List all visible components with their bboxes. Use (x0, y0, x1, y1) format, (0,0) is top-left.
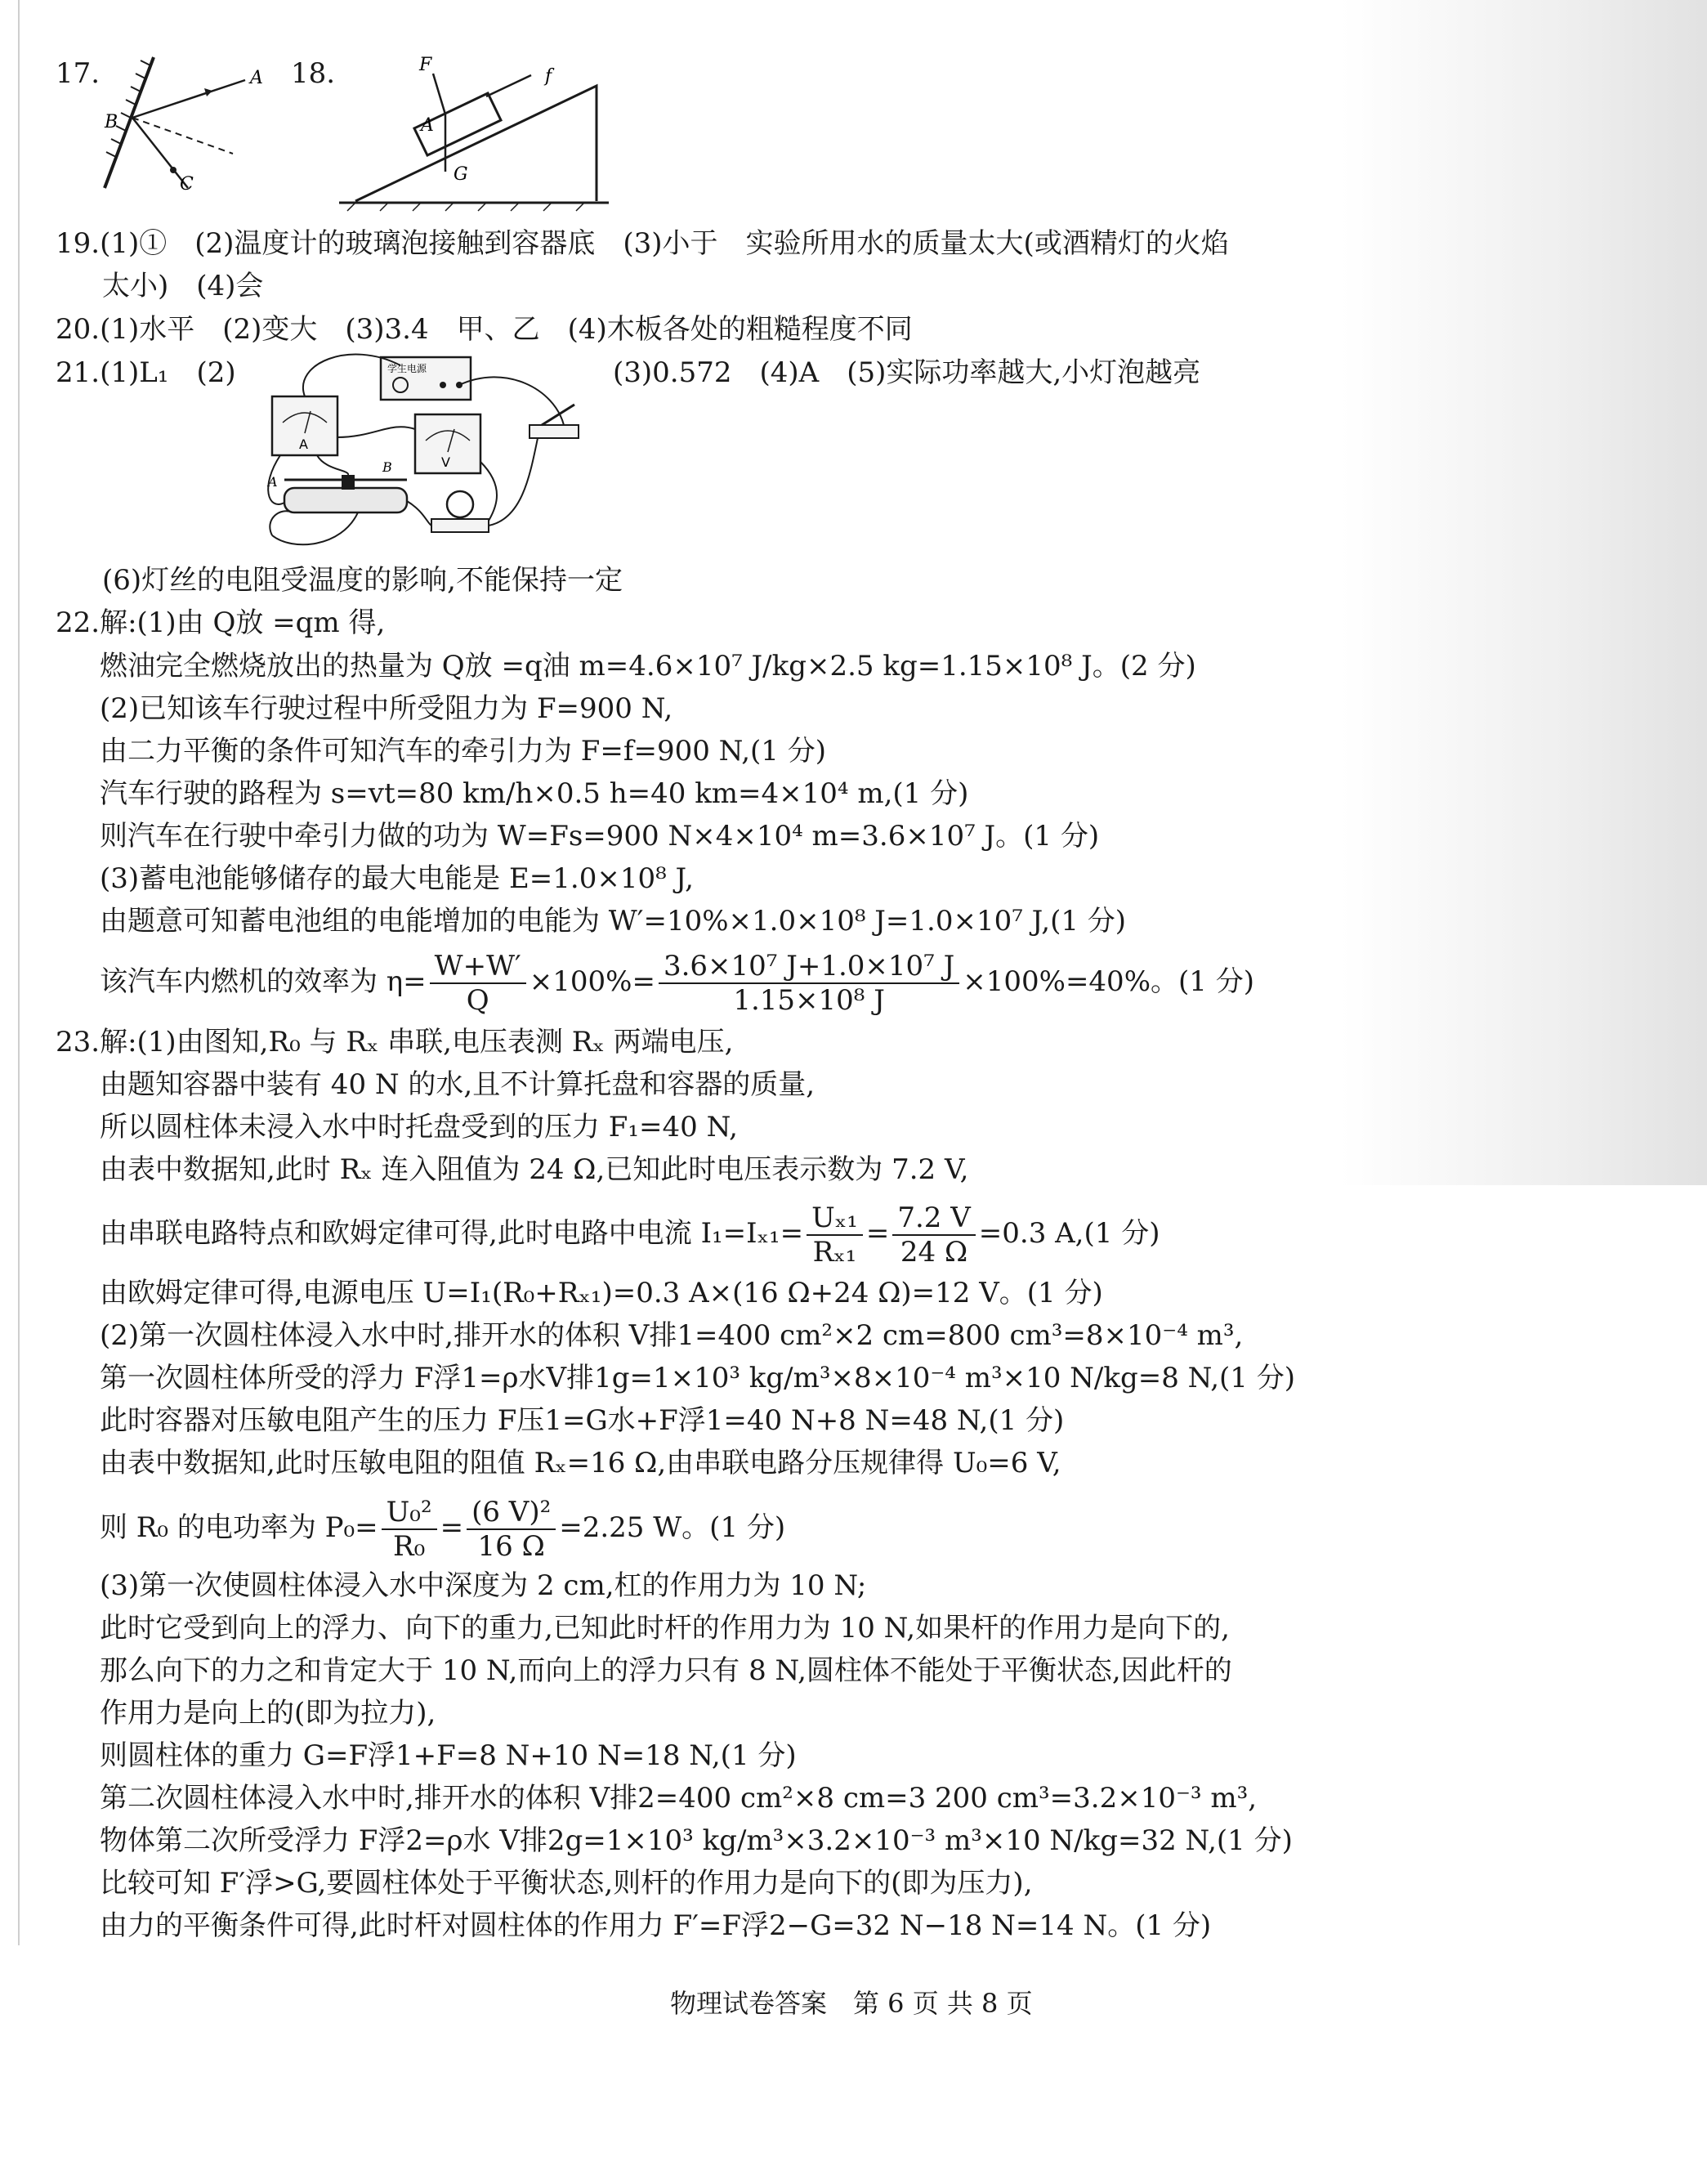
bulb-base (431, 519, 489, 532)
q23-line9: 此时容器对压敏电阻产生的压力 F压1=G水+F浮1=40 N+8 N=48 N,(1 分) (100, 1404, 1065, 1437)
q23-line7: (2)第一次圆柱体浸入水中时,排开水的体积 V排1=400 cm²×2 cm=800 cm³=8×10⁻⁴ m³, (100, 1319, 1244, 1352)
q23-power-fraction-1 (382, 1496, 437, 1563)
q23-line3: 所以圆柱体未浸入水中时托盘受到的压力 F₁=40 N, (100, 1111, 738, 1143)
switch-blade (542, 405, 574, 425)
label-b: B (105, 112, 118, 132)
q19-line2: 太小) (4)会 (102, 270, 264, 302)
label-c: C (180, 174, 194, 195)
q22-line5: 汽车行驶的路程为 s=vt=80 km/h×0.5 h=40 km=4×10⁴ m,(1 分) (100, 777, 969, 810)
rheostat-label-a: A (268, 474, 278, 490)
q23-line5 (100, 1202, 1160, 1269)
q21-left: 21.(1)L₁ (2) (56, 356, 236, 389)
label-friction: f (545, 66, 552, 87)
q23-power-eq: = (440, 1511, 464, 1544)
q23-power-fraction-2 (467, 1496, 556, 1563)
label-gravity: G (454, 164, 468, 185)
q23-line16: 则圆柱体的重力 G=F浮1+F=8 N+10 N=18 N,(1 分) (100, 1739, 797, 1772)
q22-fraction-2 (659, 950, 959, 1017)
q23-l5-frac1-num: Uₓ₁ (807, 1202, 863, 1236)
incident-ray (132, 80, 245, 118)
page-footer: 物理试卷答案 第 6 页 共 8 页 (670, 1988, 1033, 2019)
q22-efficiency-prefix: 该汽车内燃机的效率为 η= (100, 965, 427, 998)
q23-line17: 第二次圆柱体浸入水中时,排开水的体积 V排2=400 cm²×8 cm=3 200 cm³=3.2×10⁻³ m³, (100, 1782, 1258, 1815)
q23-line6: 由欧姆定律可得,电源电压 U=I₁(R₀+Rₓ₁)=0.3 A×(16 Ω+24 Ω)=12 V。(1 分) (100, 1277, 1103, 1309)
friction-arrow (486, 75, 531, 96)
q22-frac1-num: W+W′ (430, 950, 526, 984)
q20-line1: 20.(1)水平 (2)变大 (3)3.4 甲、乙 (4)木板各处的粗糙程度不同 (56, 313, 913, 346)
label-f-force: F (419, 55, 432, 75)
q22-frac1-den: Q (466, 984, 489, 1017)
mirror-hatching (106, 60, 150, 157)
q22-fraction-1 (430, 950, 526, 1017)
binding-edge (18, 0, 20, 1945)
q21-line6: (6)灯丝的电阻受温度的影响,不能保持一定 (102, 564, 623, 597)
label-block: A (421, 115, 434, 136)
q23-line4: 由表中数据知,此时 Rₓ 连入阻值为 24 Ω,已知此时电压表示数为 7.2 V, (100, 1153, 969, 1186)
q23-current-fraction-1 (807, 1202, 863, 1269)
q22-line4: 由二力平衡的条件可知汽车的牵引力为 F=f=900 N,(1 分) (100, 735, 827, 768)
q18-number: 18. (291, 57, 336, 90)
q22-frac2-den: 1.15×10⁸ J (733, 984, 885, 1017)
fig17-reflection-diagram (90, 49, 286, 204)
q23-line19: 比较可知 F′浮>G,要圆柱体处于平衡状态,则杆的作用力是向下的(即为压力), (100, 1867, 1033, 1900)
q21-right: (3)0.572 (4)A (5)实际功率越大,小灯泡越亮 (613, 356, 1201, 389)
q23-l11-frac1-num: U₀² (382, 1496, 437, 1530)
q23-line20: 由力的平衡条件可得,此时杆对圆柱体的作用力 F′=F浮2−G=32 N−18 N=14 N。(1 分) (100, 1909, 1212, 1942)
q22-line7: (3)蓄电池能够储存的最大电能是 E=1.0×10⁸ J, (100, 862, 694, 895)
rheostat-slider (342, 475, 355, 490)
voltmeter-label: V (441, 454, 450, 470)
incline-plane (355, 86, 597, 201)
q23-line8: 第一次圆柱体所受的浮力 F浮1=ρ水V排1g=1×10³ kg/m³×8×10⁻⁴ m³×10 N/kg=8 N,(1 分) (100, 1362, 1295, 1394)
q23-line10: 由表中数据知,此时压敏电阻的阻值 Rₓ=16 Ω,由串联电路分压规律得 U₀=6 V, (100, 1447, 1061, 1479)
q22-line2: 燃油完全燃烧放出的热量为 Q放 =q油 m=4.6×10⁷ J/kg×2.5 kg=1.15×10⁸ J。(2 分) (100, 650, 1196, 682)
q23-line18: 物体第二次所受浮力 F浮2=ρ水 V排2g=1×10³ kg/m³×3.2×10⁻³ m³×10 N/kg=32 N,(1 分) (100, 1824, 1293, 1857)
q23-current-prefix: 由串联电路特点和欧姆定律可得,此时电路中电流 I₁=Iₓ₁= (100, 1217, 804, 1250)
q22-efficiency-mid: ×100%= (529, 965, 655, 998)
q21-circuit-diagram (260, 347, 595, 556)
q23-current-fraction-2 (892, 1202, 975, 1269)
bulb-icon (447, 491, 473, 517)
q22-line6: 则汽车在行驶中牵引力做的功为 W=Fs=900 N×4×10⁴ m=3.6×10⁷ J。(1 分) (100, 820, 1100, 853)
q23-l5-frac2-num: 7.2 V (892, 1202, 975, 1236)
rheostat (284, 488, 407, 512)
q23-current-eq: = (865, 1217, 890, 1250)
scan-shading (1340, 0, 1707, 1185)
q23-l5-frac2-den: 24 Ω (900, 1236, 968, 1269)
q23-power-suffix: =2.25 W。(1 分) (559, 1511, 786, 1544)
label-a: A (250, 68, 263, 88)
ammeter-label: A (299, 436, 308, 452)
q19-line1: 19.(1)① (2)温度计的玻璃泡接触到容器底 (3)小于 实验所用水的质量太大(或酒精灯的火焰 (56, 227, 1229, 260)
q22-efficiency-suffix: ×100%=40%。(1 分) (963, 965, 1254, 998)
q23-power-prefix: 则 R₀ 的电功率为 P₀= (100, 1511, 378, 1544)
force-f-arrow (433, 74, 445, 114)
q23-l11-frac2-num: (6 V)² (467, 1496, 556, 1530)
q22-line8: 由题意可知蓄电池组的电能增加的电能为 W′=10%×1.0×10⁸ J=1.0×10⁷ J,(1 分) (100, 905, 1127, 938)
q23-line15: 作用力是向上的(即为拉力), (100, 1697, 436, 1730)
q23-line12: (3)第一次使圆柱体浸入水中深度为 2 cm,杠的作用力为 10 N; (100, 1569, 867, 1602)
q22-line3: (2)已知该车行驶过程中所受阻力为 F=900 N, (100, 692, 673, 725)
q23-line13: 此时它受到向上的浮力、向下的重力,已知此时杆的作用力为 10 N,如果杆的作用力是向下的, (100, 1612, 1230, 1645)
q22-frac2-num: 3.6×10⁷ J+1.0×10⁷ J (659, 950, 959, 984)
q23-current-suffix: =0.3 A,(1 分) (978, 1217, 1160, 1250)
point-c (170, 167, 177, 173)
power-supply-label: 学生电源 (387, 363, 427, 374)
q22-line9 (100, 950, 1254, 1017)
fig18-incline-diagram (331, 49, 625, 213)
q23-l5-frac1-den: Rₓ₁ (812, 1236, 857, 1269)
q23-line14: 那么向下的力之和肯定大于 10 N,而向上的浮力只有 8 N,圆柱体不能处于平衡状态,因此杆的 (100, 1654, 1232, 1687)
q17-number: 17. (56, 57, 101, 90)
rheostat-label-b: B (382, 459, 392, 475)
q23-line1: 23.解:(1)由图知,R₀ 与 Rₓ 串联,电压表测 Rₓ 两端电压, (56, 1026, 734, 1058)
q23-line11 (100, 1496, 785, 1563)
switch-base (530, 425, 579, 438)
q22-line1: 22.解:(1)由 Q放 =qm 得, (56, 606, 386, 639)
power-terminal-neg (440, 382, 446, 388)
q23-l11-frac2-den: 16 Ω (477, 1530, 545, 1563)
q23-l11-frac1-den: R₀ (393, 1530, 426, 1563)
q23-line2: 由题知容器中装有 40 N 的水,且不计算托盘和容器的质量, (100, 1068, 816, 1101)
